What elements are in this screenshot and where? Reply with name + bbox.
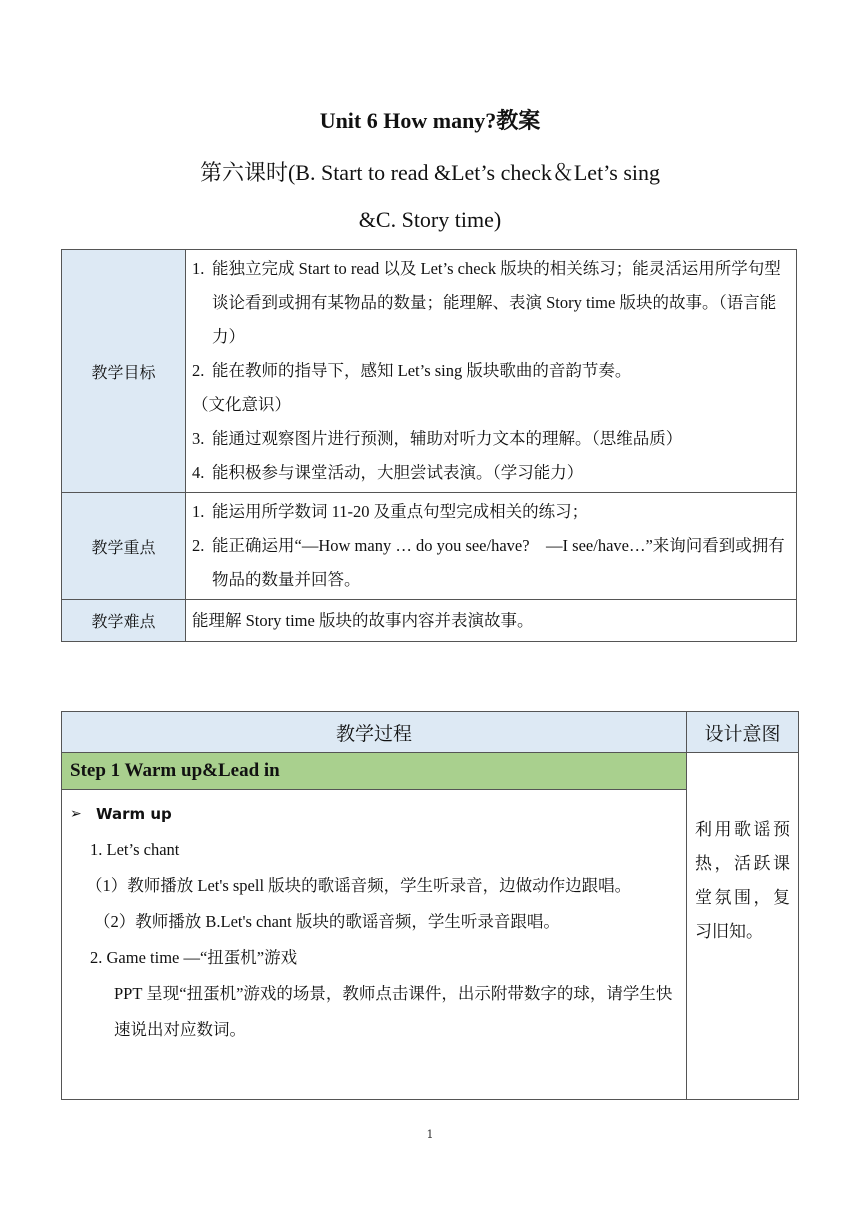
goal-item [192,354,790,388]
goal-text: 能通过观察图片进行预测，辅助对听力文本的理解。（思维品质） [212,429,683,448]
goal-item [192,456,790,490]
goal-number: 2. [192,361,205,380]
document-subtitle-line1: 第六课时(B. Start to read &Let’s check＆Let’s sing [199,160,661,185]
key-points-row [62,493,797,600]
process-header-row [62,712,799,753]
goal-item [192,422,790,456]
key-points-label: 教学重点 [62,493,186,600]
process-content [62,790,687,1100]
goals-cell [186,250,797,493]
intent-header: 设计意图 [687,712,799,753]
key-point-text: 能正确运用“—How many … do you see/have? —I see/have…”来询问看到或拥有物品的数量并回答。 [212,536,785,589]
process-line: （2）教师播放 B.Let's chant 版块的歌谣音频，学生听录音跟唱。 [94,912,560,931]
key-point-text: 能运用所学数词 11-20 及重点句型完成相关的练习； [212,502,589,521]
process-header: 教学过程 [62,712,687,753]
arrow-bullet-icon: ➢ [70,806,82,822]
document-title: Unit 6 How many?教案 [319,108,541,133]
goal-number: 4. [192,463,205,482]
key-point-item [192,495,790,529]
key-point-item [192,529,790,597]
goal-number: 1. [192,259,205,278]
page-number: 1 [426,1128,434,1141]
step-title: Step 1 Warm up&Lead in [62,753,687,790]
bullet-item [70,796,678,832]
difficulty-text: 能理解 Story time 版块的故事内容并表演故事。 [186,600,797,642]
design-intent-text: 利用歌谣预热，活跃课堂氛围，复习旧知。 [687,753,799,1100]
objectives-table [61,249,797,642]
document-subtitle-line2: &C. Story time) [358,207,502,232]
goal-text: 能独立完成 Start to read 以及 Let’s check 版块的相关练习；能灵活运用所学句型谈论看到或拥有某物品的数量；能理解、表演 Story time 版块的故事。（语言能力） [212,259,781,346]
goal-number: 3. [192,429,205,448]
goal-item [192,252,790,354]
difficulty-label: 教学难点 [62,600,186,642]
process-table [61,711,799,1100]
difficulty-row [62,600,797,642]
goal-text: 能积极参与课堂活动，大胆尝试表演。（学习能力） [212,463,584,482]
key-point-number: 1. [192,502,205,521]
process-line: 2. Game time —“扭蛋机”游戏 [90,948,298,967]
goals-label: 教学目标 [62,250,186,493]
step-row [62,753,799,790]
process-line: 1. Let’s chant [90,840,180,859]
key-points-cell [186,493,797,600]
process-line: PPT 呈现“扭蛋机”游戏的场景，教师点击课件，出示附带数字的球，请学生快速说出对应数词。 [114,984,673,1039]
goal-text: 能在教师的指导下，感知 Let’s sing 版块歌曲的音韵节奏。 [212,361,632,380]
process-line: （1）教师播放 Let's spell 版块的歌谣音频，学生听录音，边做动作边跟唱。 [86,876,632,895]
goals-row [62,250,797,493]
bullet-label: Warm up [96,805,172,823]
key-point-number: 2. [192,536,205,555]
goal-continuation: （文化意识） [192,395,291,414]
